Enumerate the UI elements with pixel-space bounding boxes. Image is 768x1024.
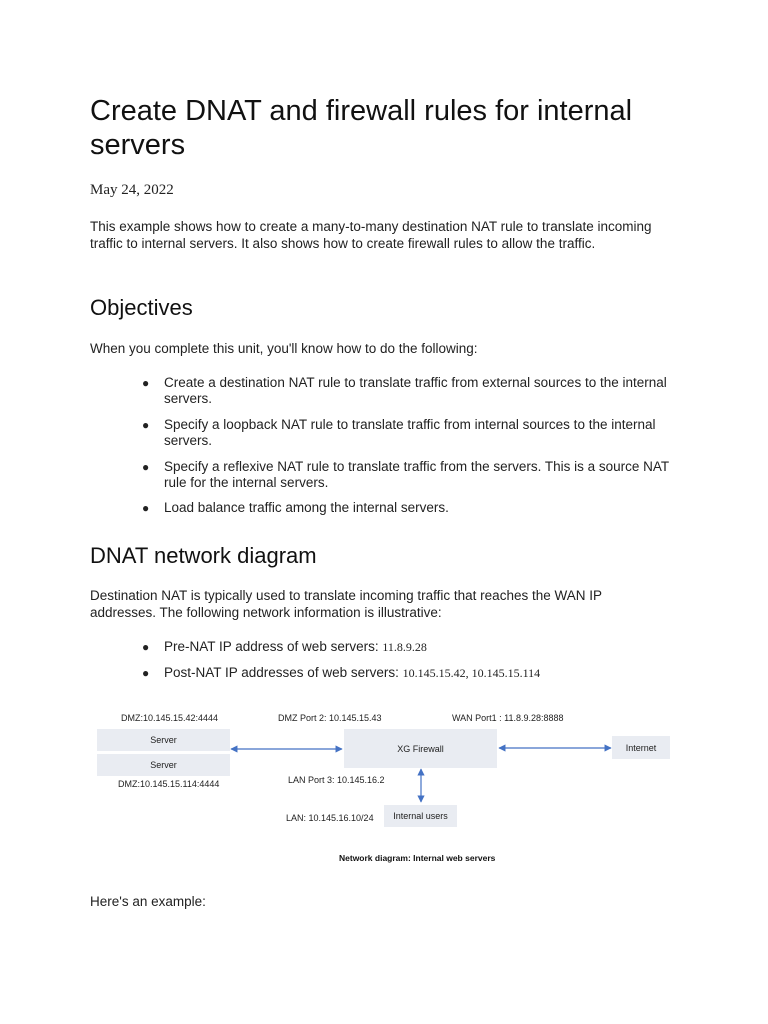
bullet-icon: ● bbox=[142, 460, 150, 474]
list-item: ● Specify a reflexive NAT rule to translate traffic from the servers. This is a source NAT rule for the internal servers. bbox=[142, 459, 669, 490]
dnat-paragraph: Destination NAT is typically used to translate incoming traffic that reaches the WAN IP addresses. The following network information is illustrative: bbox=[90, 588, 602, 620]
server-box-2: Server bbox=[97, 754, 230, 776]
dmz2-label: DMZ:10.145.15.114:4444 bbox=[118, 779, 220, 789]
page-title: Create DNAT and firewall rules for internal servers bbox=[90, 95, 633, 161]
dnat-heading: DNAT network diagram bbox=[90, 543, 317, 568]
internet-box: Internet bbox=[612, 736, 670, 759]
bullet-icon: ● bbox=[142, 418, 150, 432]
bullet-icon: ● bbox=[142, 376, 150, 390]
list-item: ● Create a destination NAT rule to translate traffic from external sources to the internal servers. bbox=[142, 375, 667, 406]
diagram-caption: Network diagram: Internal web servers bbox=[339, 853, 496, 863]
internal-users-box: Internal users bbox=[384, 805, 457, 827]
bullet-icon: ● bbox=[142, 666, 150, 680]
wan-port1-label: WAN Port1 : 11.8.9.28:8888 bbox=[452, 713, 564, 723]
outro-paragraph: Here's an example: bbox=[90, 894, 206, 909]
dmz-port2-label: DMZ Port 2: 10.145.15.43 bbox=[278, 713, 382, 723]
list-item: ● Post-NAT IP addresses of web servers: 10.145.15.42, 10.145.15.114 bbox=[142, 665, 541, 680]
publish-date: May 24, 2022 bbox=[90, 182, 174, 198]
server-box-1: Server bbox=[97, 729, 230, 751]
list-item: ● Load balance traffic among the internal servers. bbox=[142, 500, 449, 515]
network-info-list bbox=[90, 639, 690, 681]
bullet-icon: ● bbox=[142, 640, 150, 654]
objectives-heading: Objectives bbox=[90, 295, 193, 320]
objectives-list bbox=[90, 375, 690, 516]
objectives-lead: When you complete this unit, you'll know how to do the following: bbox=[90, 341, 478, 356]
list-item: ● Specify a loopback NAT rule to translate traffic from internal sources to the internal servers. bbox=[142, 417, 656, 448]
intro-paragraph: This example shows how to create a many-to-many destination NAT rule to translate incoming traffic to internal servers. It also shows how to create firewall rules to allow the traffic. bbox=[90, 219, 652, 251]
firewall-box: XG Firewall bbox=[344, 729, 497, 768]
dmz1-label: DMZ:10.145.15.42:4444 bbox=[121, 713, 219, 723]
list-item: ● Pre-NAT IP address of web servers: 11.8.9.28 bbox=[142, 639, 427, 654]
lan-label: LAN: 10.145.16.10/24 bbox=[286, 813, 374, 823]
lan-port3-label: LAN Port 3: 10.145.16.2 bbox=[288, 775, 385, 785]
bullet-icon: ● bbox=[142, 501, 150, 515]
